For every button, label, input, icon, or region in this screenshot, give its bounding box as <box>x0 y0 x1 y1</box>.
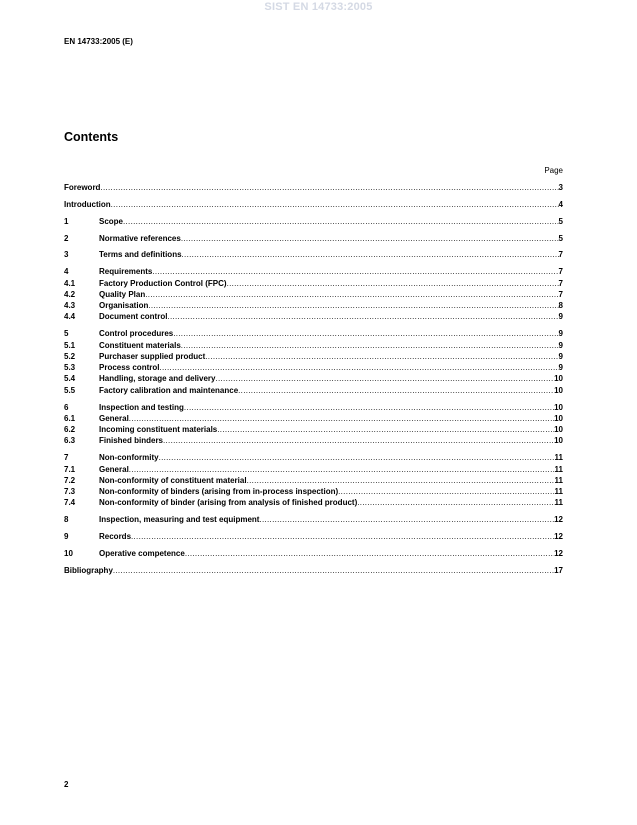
toc-entry-title: Introduction <box>64 200 111 210</box>
toc-entry-title: Non-conformity of binders (arising from in-process inspection) <box>99 487 339 497</box>
toc-entry-page: 9 <box>558 329 563 339</box>
toc-entry[interactable] <box>64 277 563 288</box>
toc-entry[interactable] <box>64 199 563 210</box>
toc-entry[interactable] <box>64 452 563 463</box>
toc-entry-title: Factory calibration and maintenance <box>99 385 239 395</box>
dot-leader <box>181 340 559 351</box>
toc-entry-page: 10 <box>554 374 563 384</box>
toc-entry-number: 7.4 <box>64 498 76 508</box>
toc-entry-title: Inspection, measuring and test equipment <box>99 515 260 525</box>
toc-entry-page: 9 <box>558 340 563 350</box>
dot-leader <box>100 182 558 193</box>
toc-entry-page: 5 <box>558 233 563 243</box>
toc-entry-number: 5.3 <box>64 363 76 373</box>
toc-entry[interactable] <box>64 463 563 474</box>
toc-entry-page: 9 <box>558 363 563 373</box>
toc-entry[interactable] <box>64 401 563 412</box>
toc-entry-number: 5.1 <box>64 340 76 350</box>
toc-entry[interactable] <box>64 351 563 362</box>
toc-entry-number: 4.2 <box>64 289 76 299</box>
toc-entry-title: General <box>99 413 129 423</box>
dot-leader <box>184 402 554 413</box>
toc-entry-title: Terms and definitions <box>99 250 182 260</box>
dot-leader <box>167 311 558 322</box>
toc-entry-number: 7.1 <box>64 464 76 474</box>
dot-leader <box>113 565 554 576</box>
toc-entry-title: Scope <box>99 216 124 226</box>
toc-entry-page: 10 <box>554 425 563 435</box>
dot-leader <box>129 413 554 424</box>
toc-entry-page: 11 <box>554 475 563 485</box>
dot-leader <box>129 464 555 475</box>
toc-entry-title: Bibliography <box>64 565 113 575</box>
toc-entry-number: 4.1 <box>64 278 76 288</box>
toc-entry-page: 7 <box>558 278 563 288</box>
toc-entry-title: Factory Production Control (FPC) <box>99 278 227 288</box>
toc-entry-page: 11 <box>554 487 563 497</box>
toc-entry-title: Operative competence <box>99 548 185 558</box>
toc-entry-title: Purchaser supplied product <box>99 351 206 361</box>
toc-entry-page: 11 <box>554 498 563 508</box>
toc-entry-title: Non-conformity <box>99 453 159 463</box>
dot-leader <box>131 531 554 542</box>
page-title: Contents <box>64 130 119 144</box>
toc-entry-number: 5.4 <box>64 374 76 384</box>
toc-entry-page: 9 <box>558 351 563 361</box>
toc-entry-title: Finished binders <box>99 436 164 446</box>
toc-entry[interactable] <box>64 514 563 525</box>
toc-entry-number: 10 <box>64 548 73 558</box>
toc-entry-title: Handling, storage and delivery <box>99 374 216 384</box>
page-column-label: Page <box>544 166 563 175</box>
toc-entry-page: 12 <box>554 532 563 542</box>
dot-leader <box>145 289 558 300</box>
toc-entry[interactable] <box>64 300 563 311</box>
toc-entry-number: 6.3 <box>64 436 76 446</box>
toc-entry-number: 7.2 <box>64 475 76 485</box>
toc-entry[interactable] <box>64 328 563 339</box>
toc-entry[interactable] <box>64 289 563 300</box>
dot-leader <box>159 362 558 373</box>
toc-entry-number: 4.3 <box>64 301 76 311</box>
toc-entry-page: 4 <box>558 200 563 210</box>
dot-leader <box>247 475 555 486</box>
table-of-contents <box>64 182 563 576</box>
toc-entry-title: Control procedures <box>99 329 174 339</box>
toc-entry-page: 11 <box>554 464 563 474</box>
toc-entry-title: Process control <box>99 363 160 373</box>
dot-leader <box>173 328 558 339</box>
dot-leader <box>111 199 559 210</box>
toc-entry-title: Organisation <box>99 301 149 311</box>
toc-entry-number: 4.4 <box>64 312 76 322</box>
toc-entry-title: Inspection and testing <box>99 402 184 412</box>
toc-entry-number: 6.1 <box>64 413 76 423</box>
toc-entry-number: 4 <box>64 267 69 277</box>
toc-entry-number: 8 <box>64 515 69 525</box>
dot-leader <box>123 216 559 227</box>
toc-entry-page: 7 <box>558 267 563 277</box>
dot-leader <box>259 514 554 525</box>
toc-entry-number: 2 <box>64 233 69 243</box>
dot-leader <box>217 424 554 435</box>
dot-leader <box>182 249 559 260</box>
toc-entry[interactable] <box>64 311 563 322</box>
toc-entry-page: 12 <box>554 515 563 525</box>
dot-leader <box>185 548 554 559</box>
watermark: SIST EN 14733:2005 <box>264 1 373 13</box>
toc-entry-number: 6 <box>64 402 69 412</box>
toc-entry[interactable] <box>64 486 563 497</box>
toc-entry-title: Non-conformity of constituent material <box>99 475 247 485</box>
toc-entry[interactable] <box>64 435 563 446</box>
toc-entry[interactable] <box>64 497 563 508</box>
toc-entry-page: 17 <box>554 565 563 575</box>
toc-entry-number: 5.2 <box>64 351 76 361</box>
document-id: EN 14733:2005 (E) <box>64 37 133 46</box>
toc-entry-page: 3 <box>558 183 563 193</box>
toc-entry-page: 11 <box>554 453 563 463</box>
toc-entry-page: 9 <box>558 312 563 322</box>
toc-entry[interactable] <box>64 362 563 373</box>
toc-entry[interactable] <box>64 266 563 277</box>
dot-leader <box>181 233 559 244</box>
dot-leader <box>148 300 558 311</box>
toc-entry[interactable] <box>64 182 563 193</box>
toc-entry-number: 3 <box>64 250 69 260</box>
toc-entry-number: 9 <box>64 532 69 542</box>
toc-entry-title: Foreword <box>64 183 101 193</box>
toc-entry-title: Normative references <box>99 233 181 243</box>
toc-entry-title: Quality Plan <box>99 289 146 299</box>
toc-entry-page: 10 <box>554 436 563 446</box>
dot-leader <box>205 351 558 362</box>
toc-entry-title: Constituent materials <box>99 340 181 350</box>
toc-entry[interactable] <box>64 424 563 435</box>
toc-entry-number: 7.3 <box>64 487 76 497</box>
toc-entry-title: General <box>99 464 129 474</box>
toc-entry-number: 5.5 <box>64 385 76 395</box>
toc-entry-page: 12 <box>554 548 563 558</box>
dot-leader <box>152 266 558 277</box>
toc-entry-number: 7 <box>64 453 69 463</box>
toc-entry[interactable] <box>64 216 563 227</box>
toc-entry-page: 10 <box>554 385 563 395</box>
dot-leader <box>227 278 559 289</box>
toc-entry[interactable] <box>64 339 563 350</box>
toc-entry[interactable] <box>64 232 563 243</box>
dot-leader <box>238 385 554 396</box>
toc-entry[interactable] <box>64 373 563 384</box>
toc-entry-title: Incoming constituent materials <box>99 425 218 435</box>
toc-entry-number: 1 <box>64 216 69 226</box>
dot-leader <box>357 497 554 508</box>
dot-leader <box>338 486 554 497</box>
toc-entry[interactable] <box>64 531 563 542</box>
toc-entry-title: Document control <box>99 312 168 322</box>
toc-entry[interactable] <box>64 564 563 575</box>
toc-entry-page: 8 <box>558 301 563 311</box>
dot-leader <box>163 435 554 446</box>
toc-entry-page: 5 <box>558 216 563 226</box>
page-number: 2 <box>64 780 69 789</box>
toc-entry-title: Records <box>99 532 132 542</box>
toc-entry-title: Non-conformity of binder (arising from analysis of finished product) <box>99 498 358 508</box>
toc-entry-page: 10 <box>554 402 563 412</box>
dot-leader <box>215 373 554 384</box>
toc-entry[interactable] <box>64 249 563 260</box>
toc-entry[interactable] <box>64 475 563 486</box>
toc-entry-number: 5 <box>64 329 69 339</box>
toc-entry-number: 6.2 <box>64 425 76 435</box>
toc-entry[interactable] <box>64 413 563 424</box>
toc-entry-page: 10 <box>554 413 563 423</box>
toc-entry[interactable] <box>64 384 563 395</box>
toc-entry-page: 7 <box>558 250 563 260</box>
toc-entry[interactable] <box>64 548 563 559</box>
toc-entry-title: Requirements <box>99 267 153 277</box>
toc-entry-page: 7 <box>558 289 563 299</box>
dot-leader <box>159 452 555 463</box>
